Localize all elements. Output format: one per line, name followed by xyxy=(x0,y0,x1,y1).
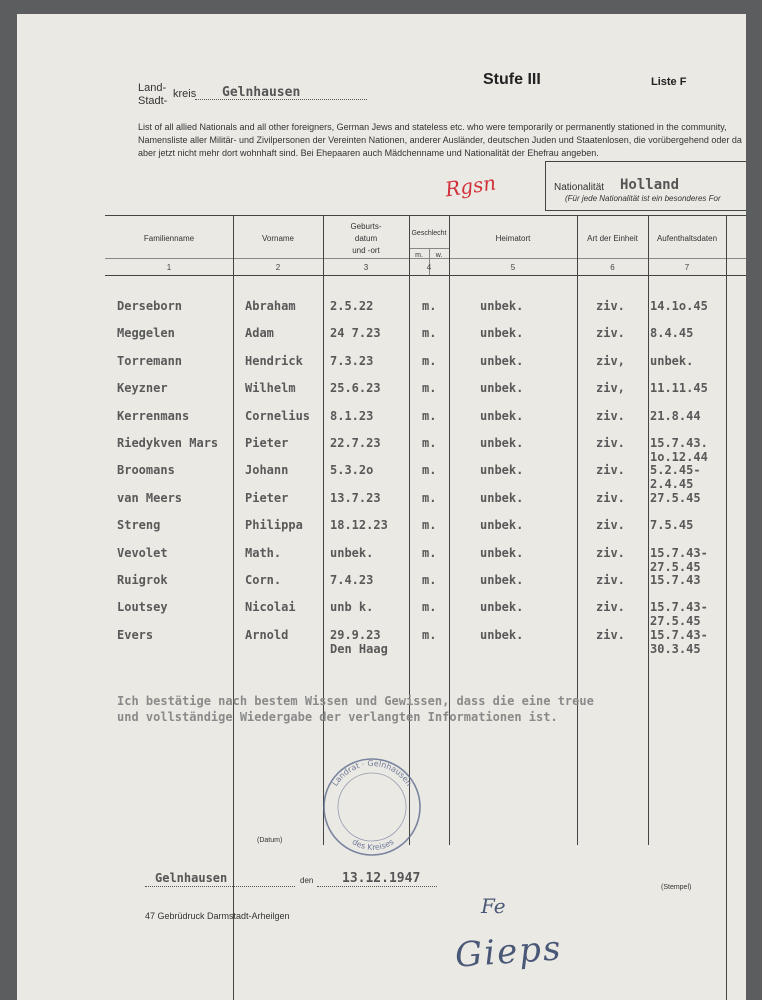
nationality-note: (Für jede Nationalität ist ein besonderes For xyxy=(565,194,721,203)
cell-given-name: Nicolai xyxy=(245,600,296,614)
intro-english: List of all allied Nationals and all other foreigners, German Jews and stateless etc. who were temporarily or permanently stationed in the community, xyxy=(138,122,727,132)
cell-stay: 7.5.45 xyxy=(650,518,694,532)
cell-stay: 15.7.43- 27.5.45 xyxy=(650,600,708,628)
cell-stay: 21.8.44 xyxy=(650,409,701,423)
colnum-5: 5 xyxy=(510,263,516,272)
cell-sex: m. xyxy=(422,436,437,450)
cell-home: unbek. xyxy=(480,436,524,450)
cell-home: unbek. xyxy=(480,546,524,560)
cell-unit: ziv. xyxy=(596,436,625,450)
cell-stay: 11.11.45 xyxy=(650,381,708,395)
cell-surname: Kerrenmans xyxy=(117,409,190,423)
liste-label: Liste F xyxy=(651,76,687,88)
nationality-label: Nationalität xyxy=(554,182,605,193)
cell-surname: Ruigrok xyxy=(117,573,168,587)
header-sex-m: m. xyxy=(415,252,423,259)
cell-surname: Torremann xyxy=(117,354,183,368)
cell-stay: 5.2.45- 2.4.45 xyxy=(650,463,701,491)
header-einheit: Art der Einheit xyxy=(587,234,638,243)
cell-sex: m. xyxy=(422,326,437,340)
cell-home: unbek. xyxy=(480,326,524,340)
header-aufenthalt: Aufenthaltsdaten xyxy=(656,234,718,243)
header-sex-w: w. xyxy=(435,252,443,259)
cell-given-name: Hendrick xyxy=(245,354,303,368)
cell-birth: 8.1.23 xyxy=(330,409,374,423)
cell-sex: m. xyxy=(422,628,437,642)
cell-home: unbek. xyxy=(480,573,524,587)
cell-surname: van Meers xyxy=(117,491,183,505)
red-stamp: Rgsn xyxy=(443,170,498,202)
cell-sex: m. xyxy=(422,573,437,587)
intro-german-2: aber jetzt nicht mehr dort wohnhaft sind. Bei Ehepaaren auch Mädchenname und Nationalität der Ehefrau angeben. xyxy=(138,148,599,158)
cell-sex: m. xyxy=(422,518,437,532)
cell-birth: 29.9.23 Den Haag xyxy=(330,628,388,656)
cell-unit: ziv. xyxy=(596,600,625,614)
intro-german: Namensliste aller Militär- und Zivilpersonen der Vereinten Nationen, anderer Ausländer, deutschen Juden und Staatenlosen, die vorübergehend oder da xyxy=(138,135,742,145)
cell-surname: Loutsey xyxy=(117,600,168,614)
cell-surname: Vevolet xyxy=(117,546,168,560)
kreis-label: kreis xyxy=(173,88,197,100)
colnum-2: 2 xyxy=(275,263,281,272)
confirmation-line-1: Ich bestätige nach bestem Wissen und Gewissen, dass die eine treue xyxy=(117,694,594,708)
cell-stay: 15.7.43. 1o.12.44 xyxy=(650,436,708,464)
nationality-value: Holland xyxy=(620,177,680,193)
cell-stay: 15.7.43- 30.3.45 xyxy=(650,628,708,656)
stadt-label: Stadt- xyxy=(138,95,168,107)
header-geburts: Geburts- xyxy=(350,222,382,231)
cell-unit: ziv. xyxy=(596,491,625,505)
cell-given-name: Pieter xyxy=(245,491,289,505)
footer-date: 13.12.1947 xyxy=(342,871,421,886)
cell-home: unbek. xyxy=(480,463,524,477)
cell-stay: 27.5.45 xyxy=(650,491,701,505)
stempel-label: (Stempel) xyxy=(661,884,692,891)
official-seal xyxy=(317,752,427,862)
cell-birth: 13.7.23 xyxy=(330,491,381,505)
cell-given-name: Adam xyxy=(245,326,274,340)
cell-birth: 18.12.23 xyxy=(330,518,388,532)
colnum-3: 3 xyxy=(363,263,369,272)
cell-home: unbek. xyxy=(480,628,524,642)
cell-given-name: Pieter xyxy=(245,436,289,450)
signature: Gieps xyxy=(453,928,564,976)
footer-place: Gelnhausen xyxy=(155,871,228,885)
col-divider-1 xyxy=(233,215,234,1000)
colnum-1: 1 xyxy=(166,263,172,272)
cell-surname: Meggelen xyxy=(117,326,175,340)
cell-unit: ziv, xyxy=(596,381,625,395)
cell-given-name: Arnold xyxy=(245,628,289,642)
cell-home: unbek. xyxy=(480,409,524,423)
cell-unit: ziv. xyxy=(596,628,625,642)
header-ort: und -ort xyxy=(352,246,380,255)
cell-home: unbek. xyxy=(480,299,524,313)
cell-home: unbek. xyxy=(480,491,524,505)
cell-sex: m. xyxy=(422,381,437,395)
stufe-heading: Stufe III xyxy=(483,71,541,88)
header-heimatort: Heimatort xyxy=(495,234,531,243)
cell-unit: ziv. xyxy=(596,326,625,340)
col-divider-6 xyxy=(648,215,649,785)
cell-given-name: Math. xyxy=(245,546,282,560)
cell-birth: unbek. xyxy=(330,546,374,560)
header-vorname: Vorname xyxy=(261,234,295,243)
cell-surname: Derseborn xyxy=(117,299,183,313)
cell-birth: 5.3.2o xyxy=(330,463,374,477)
cell-unit: ziv. xyxy=(596,409,625,423)
cell-sex: m. xyxy=(422,491,437,505)
cell-sex: m. xyxy=(422,546,437,560)
cell-birth: 22.7.23 xyxy=(330,436,381,450)
land-label: Land- xyxy=(138,82,167,94)
header-familienname: Familienname xyxy=(143,234,195,243)
cell-birth: 24 7.23 xyxy=(330,326,381,340)
cell-given-name: Cornelius xyxy=(245,409,311,423)
cell-stay: 15.7.43- 27.5.45 xyxy=(650,546,708,574)
col-divider-7 xyxy=(726,215,727,1000)
cell-home: unbek. xyxy=(480,354,524,368)
cell-birth: unb k. xyxy=(330,600,374,614)
cell-unit: ziv. xyxy=(596,463,625,477)
cell-surname: Keyzner xyxy=(117,381,168,395)
cell-sex: m. xyxy=(422,409,437,423)
cell-unit: ziv. xyxy=(596,546,625,560)
cell-birth: 2.5.22 xyxy=(330,299,374,313)
col-divider-5-lower xyxy=(577,785,578,845)
cell-sex: m. xyxy=(422,463,437,477)
colnum-rule xyxy=(105,275,746,276)
district-value: Gelnhausen xyxy=(222,85,301,100)
cell-stay: 15.7.43 xyxy=(650,573,701,587)
date-underline xyxy=(317,886,437,887)
col-divider-4-lower xyxy=(449,785,450,845)
cell-unit: ziv. xyxy=(596,573,625,587)
cell-stay: unbek. xyxy=(650,354,694,368)
cell-given-name: Abraham xyxy=(245,299,296,313)
cell-home: unbek. xyxy=(480,518,524,532)
cell-sex: m. xyxy=(422,299,437,313)
printer-note: 47 Gebrüdruck Darmstadt-Arheilgen xyxy=(145,911,290,921)
cell-birth: 7.3.23 xyxy=(330,354,374,368)
col-divider-6-lower xyxy=(648,785,649,845)
cell-given-name: Corn. xyxy=(245,573,282,587)
cell-sex: m. xyxy=(422,600,437,614)
cell-surname: Riedykven Mars xyxy=(117,436,219,450)
cell-birth: 7.4.23 xyxy=(330,573,374,587)
cell-birth: 25.6.23 xyxy=(330,381,381,395)
colnum-4: 4 xyxy=(426,263,432,272)
cell-home: unbek. xyxy=(480,600,524,614)
cell-surname: Streng xyxy=(117,518,161,532)
table-top-rule xyxy=(105,215,746,216)
signature-initial: Fe xyxy=(481,894,506,918)
date-label: (Datum) xyxy=(257,837,283,844)
header-geschlecht: Geschlecht xyxy=(411,230,447,237)
cell-surname: Evers xyxy=(117,628,154,642)
document-sheet xyxy=(17,14,746,1000)
seal-text-bottom: des Kreises xyxy=(350,837,396,853)
confirmation-line-2: und vollständige Wiedergabe der verlangten Informationen ist. xyxy=(117,710,558,724)
cell-stay: 8.4.45 xyxy=(650,326,694,340)
cell-unit: ziv. xyxy=(596,299,625,313)
cell-stay: 14.1o.45 xyxy=(650,299,708,313)
cell-unit: ziv, xyxy=(596,354,625,368)
colnum-7: 7 xyxy=(684,263,690,272)
header-datum: datum xyxy=(354,234,378,243)
cell-given-name: Johann xyxy=(245,463,289,477)
cell-sex: m. xyxy=(422,354,437,368)
cell-unit: ziv. xyxy=(596,518,625,532)
place-underline xyxy=(145,886,295,887)
seal-text-top: Landrat · Gelnhausen xyxy=(330,758,414,788)
cell-given-name: Wilhelm xyxy=(245,381,296,395)
cell-home: unbek. xyxy=(480,381,524,395)
cell-given-name: Philippa xyxy=(245,518,303,532)
cell-surname: Broomans xyxy=(117,463,175,477)
den-label: den xyxy=(300,876,314,885)
colnum-6: 6 xyxy=(610,263,615,272)
